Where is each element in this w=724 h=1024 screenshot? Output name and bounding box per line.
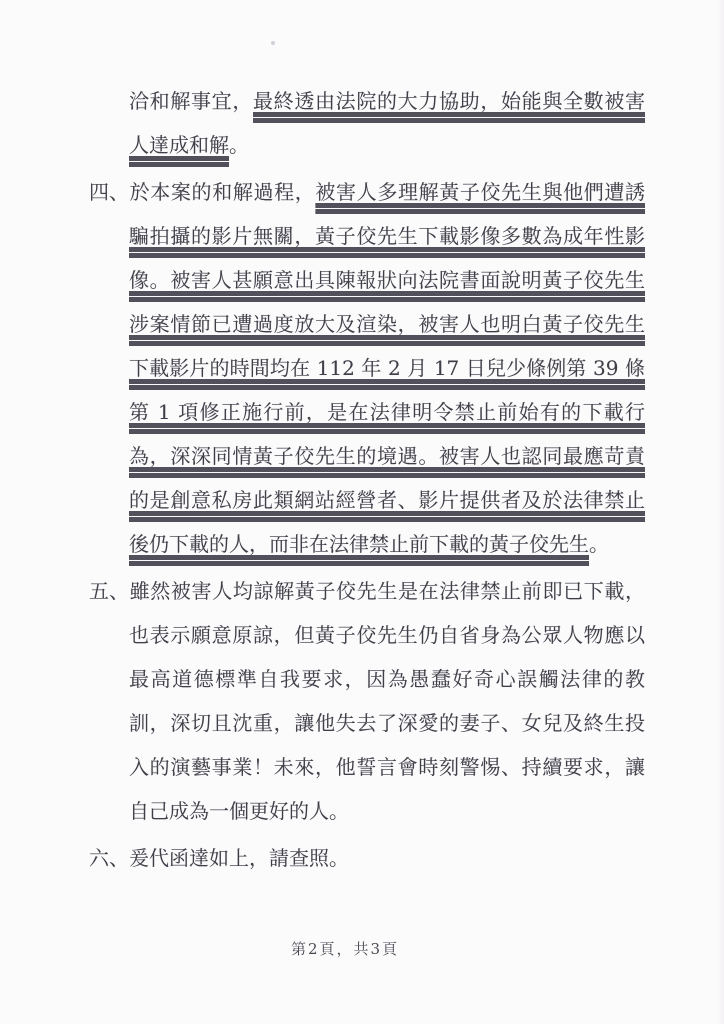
text-segment: 雖然被害人均諒解黃子佼先生是在法律禁止前即已下載，也表示願意原諒，但黃子佼先生仍自省身為公眾人物應以最高道德標準自我要求，因為愚蠢好奇心誤觸法律的教訓，深切且沈重，讓他失去了深愛的妻子、女兒及終生投入的演藝事業！未來，他誓言會時刻警惕、持續要求，讓自己成為一個更好的人。 [129,579,645,823]
text-segment: 於本案的和解過程， [129,180,316,204]
paragraph [89,836,645,880]
underlined-text: 最終透由法院的大力協助，始能與全數被害人達成和解 [129,89,645,157]
scan-speck [271,41,275,45]
list-number: 六、 [89,846,129,870]
list-number: 五、 [89,579,129,603]
list-number: 四、 [89,180,129,204]
paragraph [89,79,645,167]
text-segment: 。 [589,532,609,556]
text-segment: 洽和解事宜， [129,89,253,113]
text-segment: 。 [229,133,249,157]
document-body [89,79,645,883]
page-footer [0,938,690,959]
paragraph [89,170,645,566]
text-segment: 爰代函達如上，請查照。 [129,846,349,870]
underlined-text: 被害人多理解黃子佼先生與他們遭誘騙拍攝的影片無關，黃子佼先生下載影像多數為成年性影像。被害人甚願意出具陳報狀向法院書面說明黃子佼先生涉案情節已遭過度放大及渲染，被害人也明白黃子佼先生下載影片的時間均在 112 年 2 月 17 日兒少條例第 39 條第 1 項修正施行前，是在法律明令禁止前始有的下載行為，深深同情黃子佼先生的境遇。被害人也認同最應苛責的是創意私房此類網站經營者、影片提供者及於法律禁止後仍下載的人，而非在法律禁止前下載的黃子佼先生 [129,180,646,556]
page-number: 第2頁，共3頁 [290,940,400,958]
paragraph [89,569,645,833]
